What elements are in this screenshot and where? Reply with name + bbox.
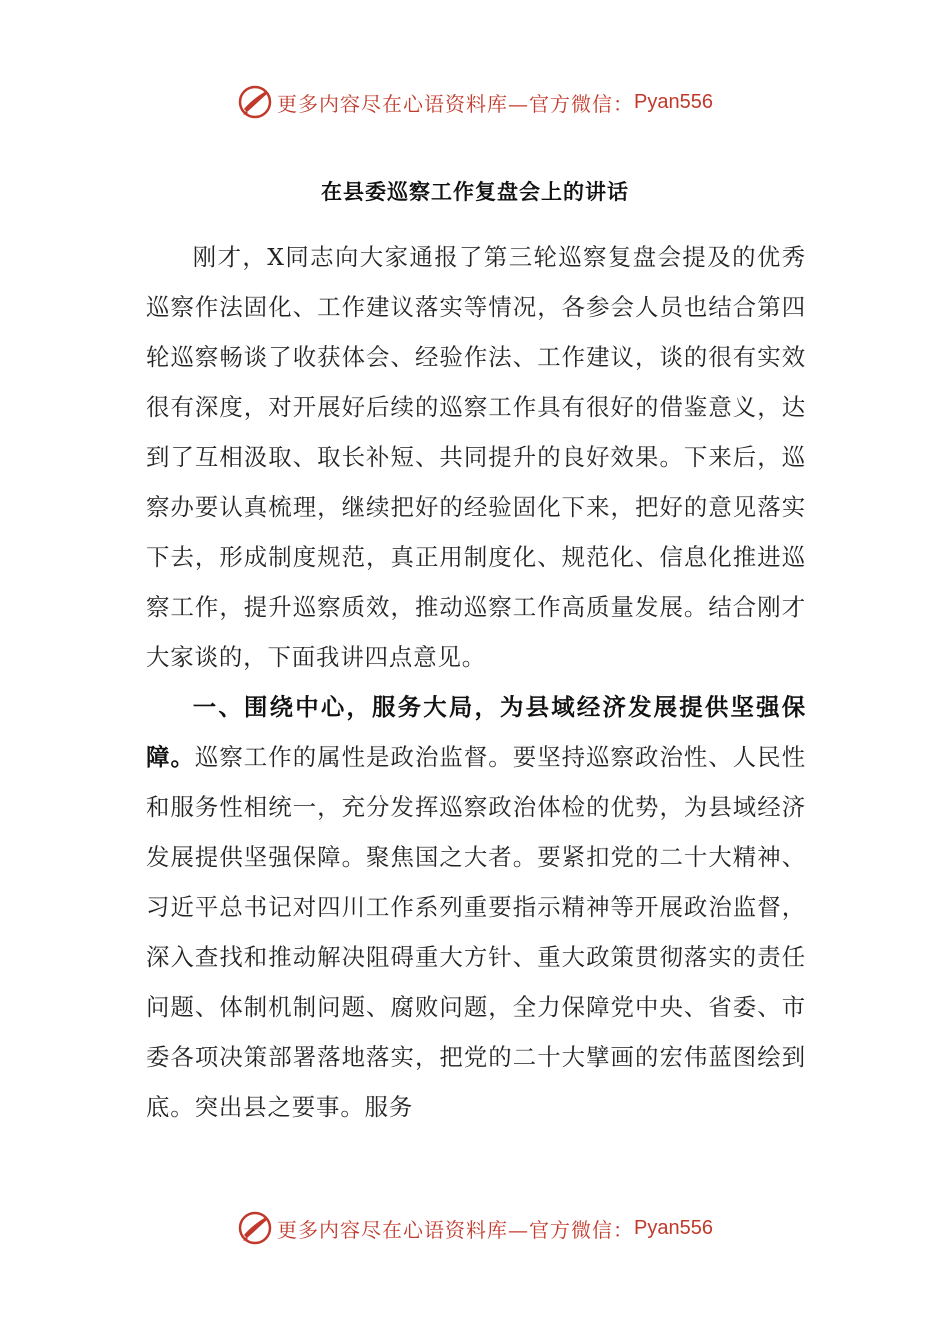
banner-text: 更多内容尽在心语资料库—官方微信： <box>277 91 635 116</box>
banner-wechat-id: Pyan556 <box>634 1216 713 1239</box>
section-1-body: 巡察工作的属性是政治监督。要坚持巡察政治性、人民性和服务性相统一，充分发挥巡察政治体检的优势，为县域经济发展提供坚强保障。聚焦国之大者。要紧扣党的二十大精神、习近平总书记对四川工作系列重要指示精神等开展政治监督，深入查找和推动解决阻碍重大方针、重大政策贯彻落实的责任问题、体制机制问题、腐败问题，全力保障党中央、省委、市委各项决策部署落地落实，把党的二十大擘画的宏伟蓝图绘到底。突出县之要事。服务 <box>146 743 806 1121</box>
paragraph-2 <box>146 682 806 1132</box>
pen-logo-icon <box>237 1210 273 1246</box>
section-1-heading: 一、围绕中心，服务大局，为县域经济发展提供坚强保障。 <box>146 693 806 771</box>
header-banner <box>0 82 950 122</box>
document-title: 在县委巡察工作复盘会上的讲话 <box>321 179 629 204</box>
banner-wechat-id: Pyan556 <box>634 90 713 113</box>
pen-logo-icon <box>237 84 273 120</box>
footer-banner <box>0 1208 950 1248</box>
paragraph-1: 刚才，X同志向大家通报了第三轮巡察复盘会提及的优秀巡察作法固化、工作建议落实等情况，各参会人员也结合第四轮巡察畅谈了收获体会、经验作法、工作建议，谈的很有实效很有深度，对开展好后续的巡察工作具有很好的借鉴意义，达到了互相汲取、取长补短、共同提升的良好效果。下来后，巡察办要认真梳理，继续把好的经验固化下来，把好的意见落实下去，形成制度规范，真正用制度化、规范化、信息化推进巡察工作，提升巡察质效，推动巡察工作高质量发展。结合刚才大家谈的，下面我讲四点意见。 <box>146 243 806 671</box>
document-body <box>146 232 806 1132</box>
banner-text: 更多内容尽在心语资料库—官方微信： <box>277 1217 635 1242</box>
